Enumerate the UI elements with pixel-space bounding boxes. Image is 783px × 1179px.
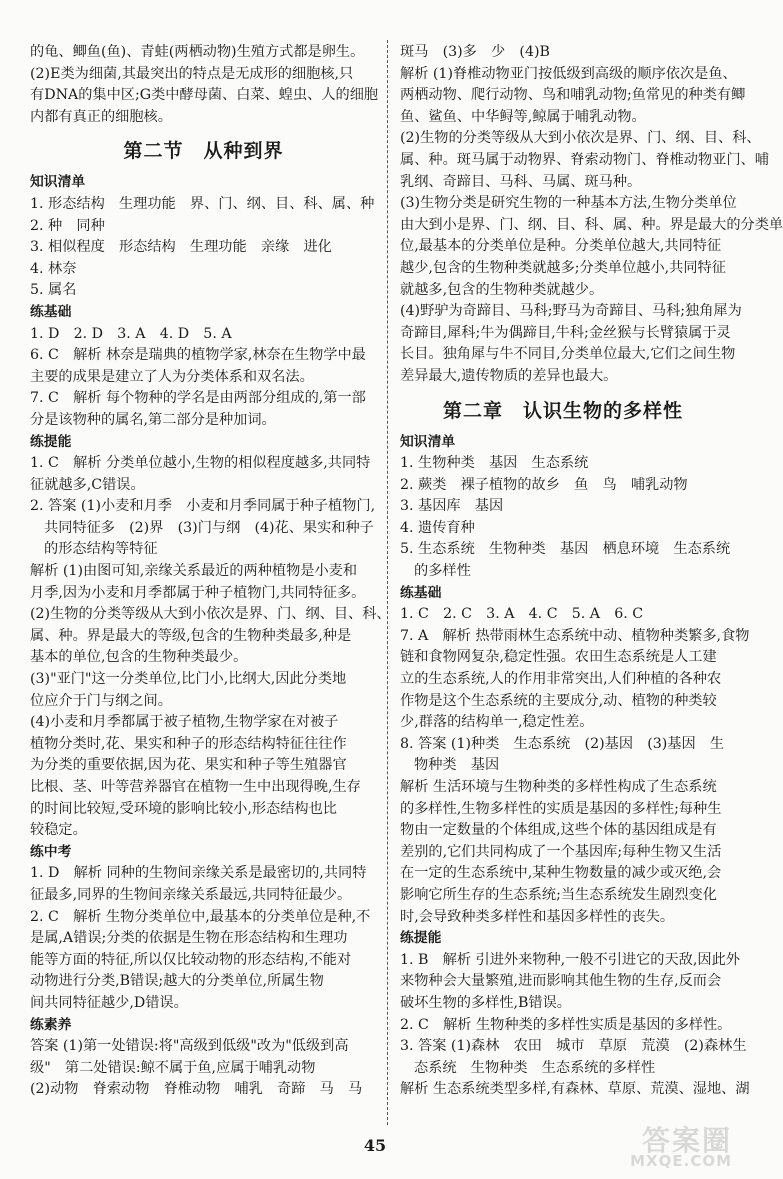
text-line: 破坏生物的多样性,B错误。 bbox=[400, 994, 571, 1011]
text-line: 4. 林奈 bbox=[30, 260, 77, 277]
text-line: 斑马 (3)多 少 (4)B bbox=[400, 44, 550, 60]
text-line: 主要的成果是建立了人为分类体系和双名法。 bbox=[30, 368, 314, 385]
text-line: 越少,包含的生物种类就越多;分类单位越小,共同特征 bbox=[400, 259, 726, 276]
subsection-heading: 知识清单 bbox=[30, 174, 86, 191]
text-line: 时,会导致种类多样性和基因多样性的丧失。 bbox=[400, 908, 675, 925]
text-line: 鱼、鲨鱼、中华鲟等,鲸属于哺乳动物。 bbox=[400, 108, 646, 125]
text-line: 1. D 2. D 3. A 4. D 5. A bbox=[30, 325, 232, 342]
text-line: 植物分类时,花、果实和种子的形态结构特征往往作 bbox=[30, 735, 347, 752]
text-line: 解析 生活环境与生物种类的多样性构成了生态系统 bbox=[400, 779, 717, 795]
text-line: 两栖动物、爬行动物、鸟和哺乳动物;鱼常见的种类有鲫 bbox=[400, 87, 746, 104]
text-line: 的多样性 bbox=[414, 563, 471, 580]
text-line: 3. 答案 (1)森林 农田 城市 草原 荒漠 (2)森林生 bbox=[400, 1038, 747, 1055]
text-line: 有DNA的集中区;G类中酵母菌、白菜、蝗虫、人的细胞 bbox=[30, 87, 379, 104]
text-line: 征最多,同界的生物间亲缘关系最远,共同特征最少。 bbox=[30, 886, 352, 903]
text-line: 间共同特征越少,D错误。 bbox=[30, 994, 188, 1011]
text-line: 作物是这个生态系统的主要成分,动、植物的种类较 bbox=[400, 692, 717, 709]
text-line: 1. C 解析 分类单位越小,生物的相似程度越多,共同特 bbox=[30, 455, 371, 472]
text-line: 链和食物网复杂,稳定性强。农田生态系统是人工建 bbox=[400, 649, 717, 666]
text-line: 态系统 生物种类 生态系统的多样性 bbox=[414, 1059, 656, 1076]
subsection-heading: 练提能 bbox=[30, 433, 72, 450]
text-line: 就越多,包含的生物种类就越少。 bbox=[400, 281, 604, 298]
watermark-url: MXQE.COM bbox=[630, 1152, 732, 1170]
text-line: 分是该物种的属名,第二部分是种加词。 bbox=[30, 411, 276, 428]
column-divider bbox=[387, 40, 388, 1125]
text-line: 来物种会大量繁殖,进而影响其他生物的生存,反而会 bbox=[400, 973, 722, 990]
watermark-logo bbox=[586, 1119, 738, 1171]
text-line: 的形态结构等特征 bbox=[44, 541, 158, 558]
text-line: 物由一定数量的个体组成,这些个体的基因组成是有 bbox=[400, 822, 717, 839]
text-line: 5. 属名 bbox=[30, 282, 77, 299]
text-line: 1. B 解析 引进外来物种,一般不引进它的天敌,因此外 bbox=[400, 951, 740, 968]
text-line: 2. 种 同种 bbox=[30, 217, 105, 234]
text-line: 是属,A错误;分类的依据是生物在形态结构和生理功 bbox=[30, 930, 348, 947]
text-line: 为分类的重要依据,因为花、果实和种子等生殖器官 bbox=[30, 757, 347, 774]
section-title: 第二节 从种到界 bbox=[123, 140, 284, 163]
text-line: 动物进行分类,B错误;越大的分类单位,所属生物 bbox=[30, 973, 324, 990]
text-line: 解析 (1)脊椎动物亚门按低级到高级的顺序依次是鱼、 bbox=[400, 65, 737, 82]
text-line: 长目。独角犀与牛不同目,分类单位最大,它们之间生物 bbox=[400, 346, 736, 363]
text-line: 级" 第二处错误:鲸不属于鱼,应属于哺乳动物 bbox=[30, 1059, 316, 1076]
subsection-heading: 练素养 bbox=[30, 1016, 72, 1033]
text-line: 属、种。界是最大的等级,包含的生物种类最多,种是 bbox=[30, 627, 352, 644]
text-line: 7. A 解析 热带雨林生态系统中动、植物种类繁多,食物 bbox=[400, 627, 750, 644]
left-column bbox=[30, 42, 391, 1101]
text-line: (2)动物 脊索动物 脊椎动物 哺乳 奇蹄 马 马 bbox=[30, 1081, 363, 1098]
subsection-heading: 知识清单 bbox=[400, 433, 456, 450]
section-title: 第二章 认识生物的多样性 bbox=[442, 399, 683, 422]
text-line: (2)生物的分类等级从大到小依次是界、门、纲、目、科、 bbox=[30, 606, 391, 623]
text-line: 在一定的生态系统中,某种生物数量的减少或灭绝,会 bbox=[400, 865, 722, 882]
text-line: 属、种。斑马属于动物界、脊索动物门、脊椎动物亚门、哺 bbox=[400, 151, 769, 168]
text-line: 内都有真正的细胞核。 bbox=[30, 108, 172, 125]
text-line: 1. 生物种类 基因 生态系统 bbox=[400, 455, 589, 472]
text-line: 3. 相似程度 形态结构 生理功能 亲缘 进化 bbox=[30, 239, 332, 256]
text-line: 1. C 2. C 3. A 4. C 5. A 6. C bbox=[400, 606, 644, 623]
text-line: 2. C 解析 生物分类单位中,最基本的分类单位是种,不 bbox=[30, 908, 371, 925]
watermark-text: 答案圈 bbox=[641, 1124, 732, 1157]
text-line: 的多样性,生物多样性的实质是基因的多样性;每种生 bbox=[400, 800, 722, 817]
page-number: 45 bbox=[363, 1136, 387, 1155]
text-line: 3. 基因库 基因 bbox=[400, 498, 504, 515]
text-line: 物种类 基因 bbox=[414, 757, 500, 774]
text-line: 解析 生态系统类型多样,有森林、草原、荒漠、湿地、湖 bbox=[400, 1081, 750, 1098]
text-line: 解析 (1)由图可知,亲缘关系最近的两种植物是小麦和 bbox=[30, 563, 358, 580]
text-line: 的时间比较短,受环境的影响比较小,形态结构也比 bbox=[30, 800, 337, 817]
text-line: 乳纲、奇蹄目、马科、马属、斑马种。 bbox=[400, 173, 642, 190]
subsection-heading: 练基础 bbox=[400, 584, 442, 601]
subsection-heading: 练基础 bbox=[30, 303, 72, 320]
text-line: 奇蹄目,犀科;牛为偶蹄目,牛科;金丝猴与长臂猿属于灵 bbox=[400, 324, 731, 341]
text-line: 答案 (1)第一处错误:将"高级到低级"改为"低级到高 bbox=[30, 1038, 349, 1055]
text-line: (3)生物分类是研究生物的一种基本方法,生物分类单位 bbox=[400, 195, 737, 212]
text-line: 差别的,它们共同构成了一个基因库;每种生物又生活 bbox=[400, 843, 722, 860]
text-line: 月季,因为小麦和月季都属于种子植物门,共同特征多。 bbox=[30, 584, 366, 601]
right-column bbox=[400, 42, 783, 1101]
text-line: 比根、茎、叶等营养器官在植物一生中出现得晚,生存 bbox=[30, 779, 361, 795]
text-line: 征就越多,C错误。 bbox=[30, 476, 145, 493]
text-line: 5. 生态系统 生物种类 基因 栖息环境 生态系统 bbox=[400, 541, 731, 558]
text-line: 差异最大,遗传物质的差异也最大。 bbox=[400, 367, 618, 384]
text-line: 位,最基本的分类单位是种。分类单位越大,共同特征 bbox=[400, 238, 722, 255]
text-line: (2)E类为细菌,其最突出的特点是无成形的细胞核,只 bbox=[30, 65, 354, 82]
text-line: (4)野驴为奇蹄目、马科;野马为奇蹄目、马科;独角犀为 bbox=[400, 303, 742, 320]
text-line: 2. 答案 (1)小麦和月季 小麦和月季同属于种子植物门, bbox=[30, 498, 376, 515]
text-line: 共同特征多 (2)界 (3)门与纲 (4)花、果实和种子 bbox=[44, 519, 374, 536]
text-line: (3)"亚门"这一分类单位,比门小,比纲大,因此分类地 bbox=[30, 671, 347, 688]
text-line: 2. C 解析 生物种类的多样性实质是基因的多样性。 bbox=[400, 1016, 732, 1033]
text-line: 4. 遗传育种 bbox=[400, 519, 475, 536]
text-line: (4)小麦和月季都属于被子植物,生物学家在对被子 bbox=[30, 714, 339, 731]
text-line: 2. 蕨类 裸子植物的故乡 鱼 鸟 哺乳动物 bbox=[400, 476, 688, 493]
text-line: (2)生物的分类等级从大到小依次是界、门、纲、目、科、 bbox=[400, 130, 761, 147]
text-line: 位应介于门与纲之间。 bbox=[30, 692, 172, 709]
subsection-heading: 练中考 bbox=[30, 843, 72, 860]
text-line: 7. C 解析 每个物种的学名是由两部分组成的,第一部 bbox=[30, 390, 366, 407]
text-line: 6. C 解析 林奈是瑞典的植物学家,林奈在生物学中最 bbox=[30, 347, 366, 364]
text-line: 立的生态系统,人的作用非常突出,人们种植的各种农 bbox=[400, 671, 722, 688]
text-line: 少,群落的结构单一,稳定性差。 bbox=[400, 714, 594, 731]
text-line: 1. D 解析 同种的生物间亲缘关系是最密切的,共同特 bbox=[30, 865, 367, 882]
text-line: 影响它所生存的生态系统;当生态系统发生剧烈变化 bbox=[400, 886, 717, 903]
subsection-heading: 练提能 bbox=[400, 930, 442, 947]
text-line: 的龟、鲫鱼(鱼)、青蛙(两栖动物)生殖方式都是卵生。 bbox=[30, 44, 365, 60]
text-line: 1. 形态结构 生理功能 界、门、纲、目、科、属、种 bbox=[30, 195, 375, 212]
text-line: 由大到小是界、门、纲、目、科、属、种。界是最大的分类单 bbox=[400, 216, 783, 233]
text-line: 能等方面的特征,所以仅比较动物的形态结构,不能对 bbox=[30, 951, 352, 968]
text-line: 8. 答案 (1)种类 生态系统 (2)基因 (3)基因 生 bbox=[400, 735, 725, 752]
text-line: 基本的单位,包含的生物种类最少。 bbox=[30, 649, 248, 666]
text-line: 较稳定。 bbox=[30, 822, 87, 839]
